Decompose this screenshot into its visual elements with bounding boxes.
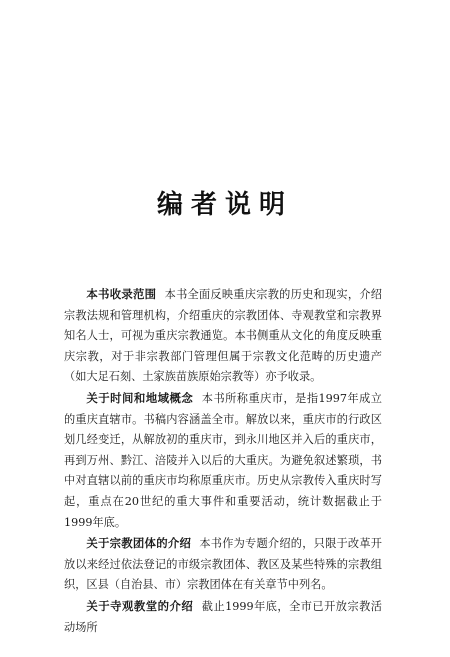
paragraph-heading: 关于寺观教堂的介绍 [86, 598, 194, 613]
paragraph-text: 本书所称重庆市，是指1997年成立的重庆直辖市。书稿内容涵盖全市。解放以来，重庆市的行政区划几经变迁，从解放初的重庆市，到永川地区并入后的重庆市，再到万州、黔江、涪陵并入以后的大重庆。为避免叙述繁琐，书中对直辖以前的重庆市均称原重庆市。历史从宗教传入重庆时写起，重点在20世纪的重大事件和重要活动，统计数据截止于1999年底。 [64, 391, 382, 529]
paragraph-text: 本书作为专题介绍的，只限于改革开放以来经过依法登记的市级宗教团体、教区及某些特殊的宗教组织，区县（自治县、市）宗教团体在有关章节中列名。 [64, 537, 382, 592]
page-title: 编者说明 [156, 190, 293, 220]
paragraph-text: 截止1999年底，全市已开放宗教活动场所 [64, 599, 382, 634]
paragraph-religious-groups [64, 533, 382, 596]
paragraph-heading: 关于宗教团体的介绍 [86, 536, 192, 551]
paragraph-temples [64, 596, 382, 638]
paragraph-text: 本书全面反映重庆宗教的历史和现实，介绍宗教法规和管理机构，介绍重庆的宗教团体、寺观教堂和宗教界知名人士，可视为重庆宗教通览。本书侧重从文化的角度反映重庆宗教，对于非宗教部门管理但属于宗教文化范畴的历史遗产（如大足石刻、土家族苗族原始宗教等）亦予收录。 [64, 288, 382, 384]
paragraph-scope [64, 284, 382, 388]
paragraph-time-region [64, 388, 382, 533]
document-body [64, 284, 382, 638]
paragraph-heading: 本书收录范围 [86, 287, 157, 301]
paragraph-heading: 关于时间和地域概念 [86, 390, 194, 405]
